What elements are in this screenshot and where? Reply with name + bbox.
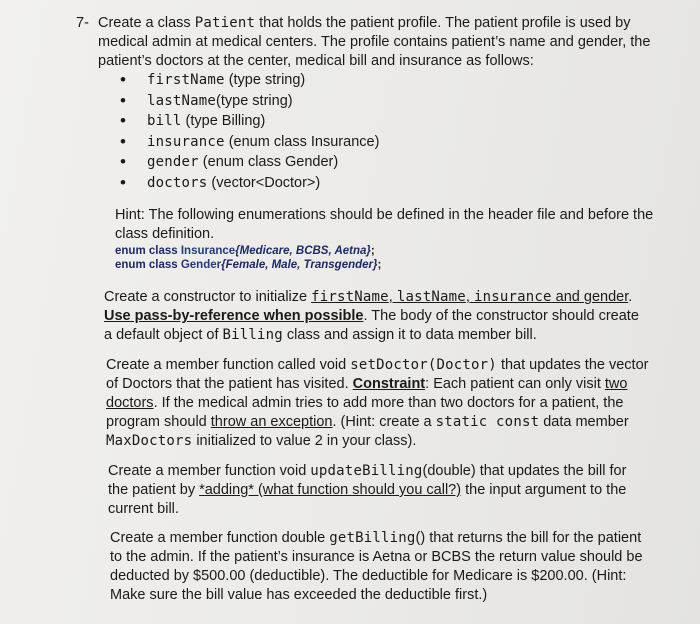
text-run: data member: [539, 414, 629, 430]
text-run: . (Hint: create a: [332, 414, 436, 430]
hint-text: Hint: The following enumerations should be defined in the header file and before the class definition.: [115, 207, 654, 242]
get-billing-paragraph: [110, 529, 650, 605]
property-type: (type string): [216, 92, 293, 109]
property-type: (type Billing): [181, 113, 266, 129]
text-run: (double) that updates the bill for the patient by: [108, 463, 627, 498]
list-item: [120, 111, 379, 132]
enum-end: ;: [377, 259, 382, 271]
property-name: firstName: [147, 72, 225, 88]
property-type: (enum class Insurance): [224, 133, 380, 150]
gender-word: gender: [583, 289, 629, 305]
property-type: (enum class Gender): [198, 154, 339, 170]
intro-text-b: that holds the patient profile. The patient profile is used by medical admin at medical centers. The profile contains patient’s name and gender, the patient’s doctors at the center, medical bill and insurance as follows:: [98, 15, 651, 69]
property-type: (type string): [224, 72, 306, 88]
property-name: lastName: [147, 92, 217, 109]
text-run: class and assign it to data member bill.: [282, 327, 537, 343]
text-run: . The body of the constructor should create a default object of: [104, 308, 639, 343]
get-billing-code: getBilling: [329, 530, 416, 546]
enum-insurance: [115, 245, 375, 257]
text-run: Create a member function void: [108, 463, 311, 479]
lastname-code: lastName: [396, 289, 466, 305]
text-run: Create a member function called void: [106, 357, 351, 373]
text-run: and: [551, 289, 584, 305]
list-item: [120, 70, 379, 91]
property-name: doctors: [147, 174, 208, 191]
property-type: (vector<Doctor>): [207, 174, 321, 191]
enum-keyword: enum class: [115, 245, 181, 257]
property-name: gender: [147, 154, 199, 170]
list-item: [120, 91, 379, 112]
text-run: Create a member function double: [110, 530, 330, 546]
enum-name: Gender: [180, 259, 222, 271]
list-item: [120, 132, 379, 153]
text-run: initialized to value 2 in your class).: [192, 433, 417, 449]
text-run: () that returns the bill for the patient to the admin. If the patient’s insurance is Aetna or BCBS the return value should be deducted by $500.00 (deductible). The deductible for Medicare is $200.00. (Hint: Make sure the bill value has exceeded the deductible first.): [110, 530, 643, 603]
text-run: the input argument to the current bill.: [108, 482, 627, 517]
text-run: . If the medical admin tries to add more than two doctors for a patient, the program should: [106, 395, 624, 430]
property-list: [120, 70, 379, 193]
question-number: 7-: [76, 15, 89, 31]
list-item: [120, 152, 379, 173]
set-doctor-code: setDoctor(Doctor): [350, 357, 497, 373]
max-doctors-code: MaxDoctors: [106, 433, 193, 449]
insurance-code: insurance: [473, 289, 552, 305]
enum-name: Insurance: [180, 245, 236, 257]
enum-gender: [115, 259, 381, 271]
static-const-code: static const: [435, 414, 540, 430]
text-run: ,: [388, 289, 397, 305]
set-doctor-paragraph: [106, 356, 651, 451]
pass-by-reference: Use pass-by-reference when possible: [104, 308, 364, 324]
text-run: that updates the vector of Doctors that the patient has visited.: [106, 357, 649, 392]
enum-values: {Female, Male, Transgender}: [221, 259, 378, 271]
text-run: .: [628, 289, 633, 305]
text-run: ,: [465, 289, 474, 305]
update-billing-paragraph: [108, 462, 648, 519]
class-name: Patient: [194, 15, 256, 31]
property-name: insurance: [147, 133, 225, 150]
enum-keyword: enum class: [115, 259, 181, 271]
billing-code: Billing: [222, 327, 283, 343]
property-name: bill: [147, 113, 182, 129]
text-run: : Each patient can only visit: [425, 376, 605, 392]
question-intro: [98, 14, 658, 71]
constructor-paragraph: [104, 288, 649, 345]
update-billing-code: updateBilling: [310, 463, 423, 479]
enum-values: {Medicare, BCBS, Aetna}: [235, 245, 371, 257]
firstname-code: firstName: [311, 289, 389, 305]
two-doctors: two doctors: [106, 376, 628, 411]
text-run: Create a constructor to initialize: [104, 289, 312, 305]
intro-text-a: Create a class: [98, 15, 195, 31]
adding-note: *adding* (what function should you call?): [199, 482, 462, 498]
constraint-label: Constraint: [352, 376, 426, 392]
list-item: [120, 173, 379, 194]
enum-end: ;: [370, 245, 375, 257]
throw-exception: throw an exception: [210, 414, 333, 430]
